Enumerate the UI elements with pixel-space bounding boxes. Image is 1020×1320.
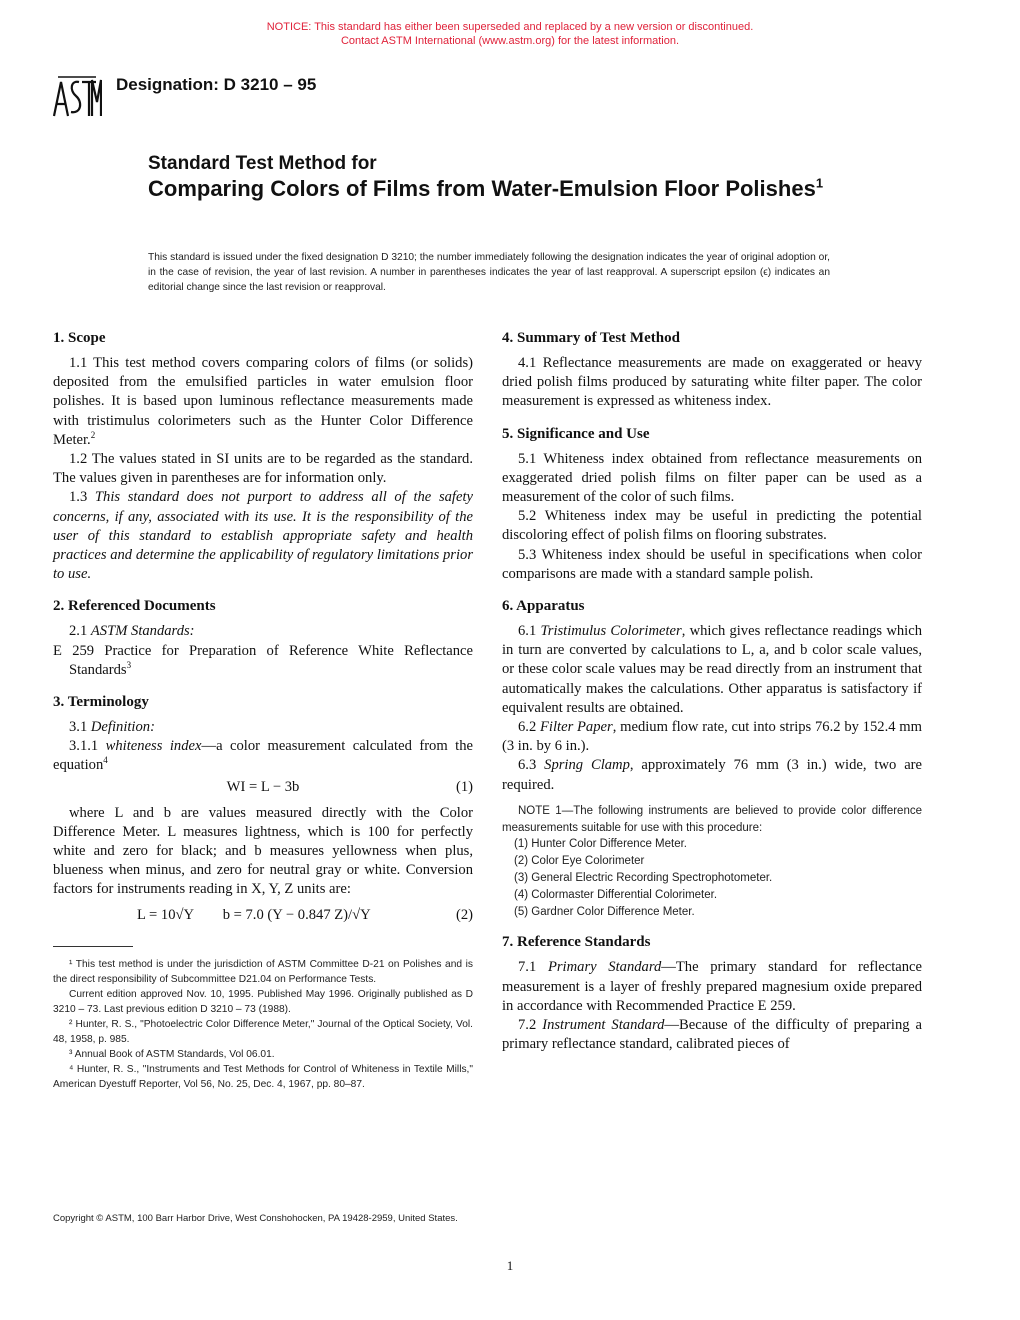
astm-logo-icon xyxy=(52,76,102,118)
note-item: (2) Color Eye Colorimeter xyxy=(514,855,645,868)
section-summary-heading: 4. Summary of Test Method xyxy=(502,330,680,346)
title-main-text: Comparing Colors of Films from Water-Emulsion Floor Polishes xyxy=(148,176,816,201)
title-main xyxy=(148,176,848,201)
significance-5-2: 5.2 Whiteness index may be useful in predicting the potential discoloring effect of polish films on flooring substrates. xyxy=(502,508,922,544)
footnote-2: ² Hunter, R. S., "Photoelectric Color Difference Meter," Journal of the Optical Society, Vol. 48, 1958, p. 985. xyxy=(53,1018,473,1045)
refdocs-e259: E 259 Practice for Preparation of Reference White Reflectance Standards$^3$ xyxy=(53,642,473,678)
title-footnote-ref: 1 xyxy=(815,175,824,191)
terminology-3-1-1: 3.1.1 whiteness index—a color measurement calculated from the equation$^4$ xyxy=(53,738,473,774)
document-title xyxy=(148,152,848,201)
section-apparatus-heading: 6. Apparatus xyxy=(502,598,585,615)
footnote-1: ¹ This test method is under the jurisdiction of ASTM Committee D-21 on Polishes and is the direct responsibility of Subcommittee D21.04 on Performance Tests. xyxy=(53,958,473,985)
title-prefix: Standard Test Method for xyxy=(148,153,377,174)
equation-1 xyxy=(53,778,473,802)
equation-2 xyxy=(53,906,473,930)
footnote-3: ³ Annual Book of ASTM Standards, Vol 06.01. xyxy=(69,1048,275,1060)
page-number: 1 xyxy=(506,1258,514,1273)
equation-1-number: (1) xyxy=(455,778,473,795)
section-scope-heading: 1. Scope xyxy=(53,330,106,346)
terminology-3-1: 3.1 Definition: xyxy=(69,719,155,736)
footnote-4: ⁴ Hunter, R. S., "Instruments and Test Methods for Control of Whiteness in Textile Mills," American Dyestuff Reporter, Vol 56, No. 25, Dec. 4, 1967, pp. 80–87. xyxy=(53,1063,473,1090)
significance-5-1: 5.1 Whiteness index obtained from reflectance measurements on exaggerated dried polish films on filter paper can be used as a measurement of the color of such films. xyxy=(502,450,922,506)
designation: Designation: D 3210 – 95 xyxy=(116,75,317,94)
apparatus-6-1: 6.1 Tristimulus Colorimeter, which gives reflectance readings which in turn are converted by calculations to L, a, and b color scale values, or these color scale values may be read directly from an instrument that automatically makes the calculations. Other apparatus is satisfactory if equivalent results are obtained. xyxy=(502,623,922,716)
note-item: (1) Hunter Color Difference Meter. xyxy=(514,838,687,851)
right-column xyxy=(502,328,922,1054)
scope-1-1: 1.1 This test method covers comparing colors of films (or solids) deposited from the emulsified particles in water emulsion floor polishes. It is based upon luminous reflectance measurements made with tristimulus colorimeters such as the Hunter Color Difference Meter.$^2$ xyxy=(53,355,473,448)
footnote-rule xyxy=(53,946,133,947)
note-item: (5) Gardner Color Difference Meter. xyxy=(514,905,695,918)
note-intro: NOTE 1—The following instruments are believed to provide color difference measurements suitable for use with this procedure: xyxy=(502,804,922,834)
footnote-1b: Current edition approved Nov. 10, 1995. Published May 1996. Originally published as D 3210 – 73. Last previous edition D 3210 – 73 (1988). xyxy=(53,988,473,1015)
apparatus-note-1 xyxy=(502,803,922,921)
refstandards-7-2: 7.2 Instrument Standard—Because of the difficulty of preparing a primary reflectance standard, calibrated pieces of xyxy=(502,1017,923,1053)
scope-1-2: 1.2 The values stated in SI units are to be regarded as the standard. The values given in parentheses are for information only. xyxy=(53,451,473,487)
apparatus-6-2: 6.2 Filter Paper, medium flow rate, cut into strips 76.2 by 152.4 mm (3 in. by 6 in.). xyxy=(502,719,922,755)
equation-1-body: WI = L − 3b xyxy=(226,778,300,795)
apparatus-6-3: 6.3 Spring Clamp, approximately 76 mm (3 in.) wide, two are required. xyxy=(502,757,923,793)
equation-2-number: (2) xyxy=(455,906,473,923)
refdocs-2-1: 2.1 ASTM Standards: xyxy=(69,623,195,640)
section-refdocs-heading: 2. Referenced Documents xyxy=(53,598,216,615)
issued-note: This standard is issued under the fixed designation D 3210; the number immediately following the designation indicates the year of original adoption or, in the case of revision, the year of last revision. A number in parentheses indicates the year of last reapproval. A superscript epsilon (ϵ) indicates an editorial change since the last revision or reapproval. xyxy=(148,252,830,293)
scope-1-3: 1.3 This standard does not purport to address all of the safety concerns, if any, associated with its use. It is the responsibility of the user of this standard to establish appropriate safety and health practices and determine the applicability of regulatory limitations prior to use. xyxy=(53,489,473,583)
section-terminology-heading: 3. Terminology xyxy=(53,694,149,711)
summary-4-1: 4.1 Reflectance measurements are made on exaggerated or heavy dried polish films produced by saturating white filter paper. The color measurement is expressed as whiteness index. xyxy=(502,355,922,410)
section-refstandards-heading: 7. Reference Standards xyxy=(502,934,651,951)
terminology-where: where L and b are values measured directly with the Color Difference Meter. L measures lightness, which is 100 for perfectly white and zero for black; and b measures yellowness when plus, blueness when minus, and zero for neutral gray or white. Conversion factors for instruments reading in X, Y, Z units are: xyxy=(53,804,473,898)
note-item: (3) General Electric Recording Spectrophotometer. xyxy=(514,872,773,885)
notice-line-1: NOTICE: This standard has either been superseded and replaced by a new version or discontinued. xyxy=(266,21,754,33)
significance-5-3: 5.3 Whiteness index should be useful in specifications when color comparisons are made with a standard sample polish. xyxy=(502,546,922,582)
refstandards-7-1: 7.1 Primary Standard—The primary standard for reflectance measurement is a layer of freshly prepared magnesium oxide prepared in accordance with Recommended Practice E 259. xyxy=(502,959,923,1014)
left-column xyxy=(53,328,473,1092)
supersede-notice xyxy=(0,20,1020,48)
notice-line-2: Contact ASTM International (www.astm.org) for the latest information. xyxy=(340,35,680,47)
note-item: (4) Colormaster Differential Colorimeter. xyxy=(514,888,718,901)
section-significance-heading: 5. Significance and Use xyxy=(502,425,650,442)
copyright-line: Copyright © ASTM, 100 Barr Harbor Drive, West Conshohocken, PA 19428-2959, United States. xyxy=(53,1213,458,1224)
equation-2-body: L = 10√Y b = 7.0 (Y − 0.847 Z)/√Y xyxy=(137,906,371,923)
